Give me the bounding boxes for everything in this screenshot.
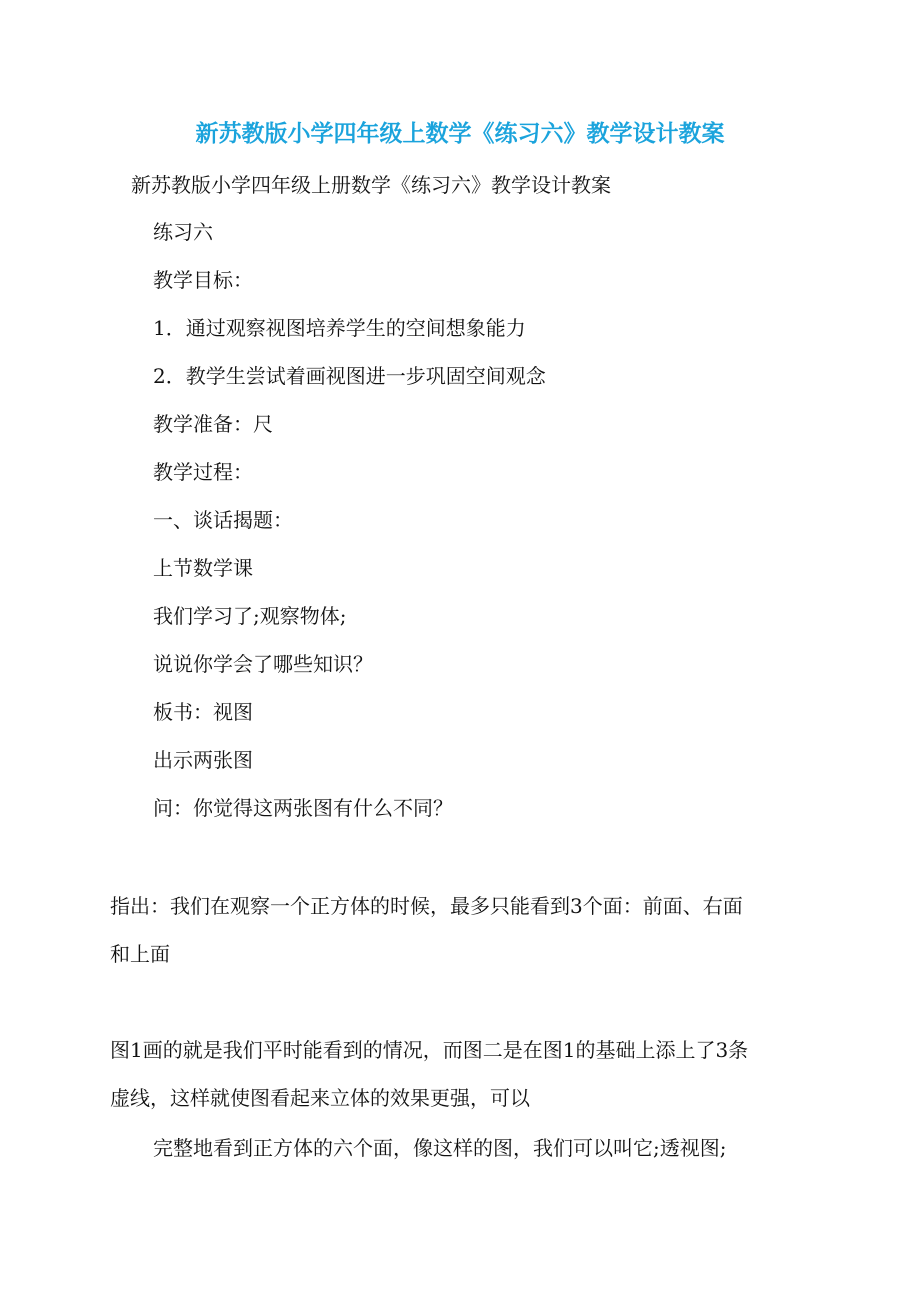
document-subtitle: 新苏教版小学四年级上册数学《练习六》教学设计教案 — [131, 173, 611, 197]
goal-item-1: 1．通过观察视图培养学生的空间想象能力 — [153, 316, 526, 340]
paragraph: 出示两张图 — [153, 748, 253, 772]
paragraph: 说说你学会了哪些知识？ — [153, 652, 373, 676]
preparation-line: 教学准备：尺 — [153, 412, 273, 436]
lesson-name: 练习六 — [153, 220, 213, 244]
document-title: 新苏教版小学四年级上数学《练习六》教学设计教案 — [195, 121, 725, 147]
goal-item-2: 2．教学生尝试着画视图进一步巩固空间观念 — [153, 364, 546, 388]
goals-heading: 教学目标： — [153, 268, 253, 292]
paragraph-line: 图1画的就是我们平时能看到的情况，而图二是在图1的基础上添上了3条 — [110, 1038, 749, 1062]
paragraph: 完整地看到正方体的六个面，像这样的图，我们可以叫它;透视图; — [153, 1136, 727, 1160]
paragraph: 我们学习了;观察物体; — [153, 604, 347, 628]
process-heading: 教学过程： — [153, 460, 253, 484]
paragraph-line: 指出：我们在观察一个正方体的时候，最多只能看到3个面：前面、右面 — [110, 894, 743, 918]
paragraph: 上节数学课 — [153, 556, 253, 580]
paragraph-line: 和上面 — [110, 942, 170, 966]
section-heading-1: 一、谈话揭题： — [153, 508, 293, 532]
paragraph-line: 虚线，这样就使图看起来立体的效果更强，可以 — [110, 1086, 530, 1110]
paragraph: 板书：视图 — [153, 700, 253, 724]
paragraph: 问：你觉得这两张图有什么不同？ — [153, 796, 453, 820]
